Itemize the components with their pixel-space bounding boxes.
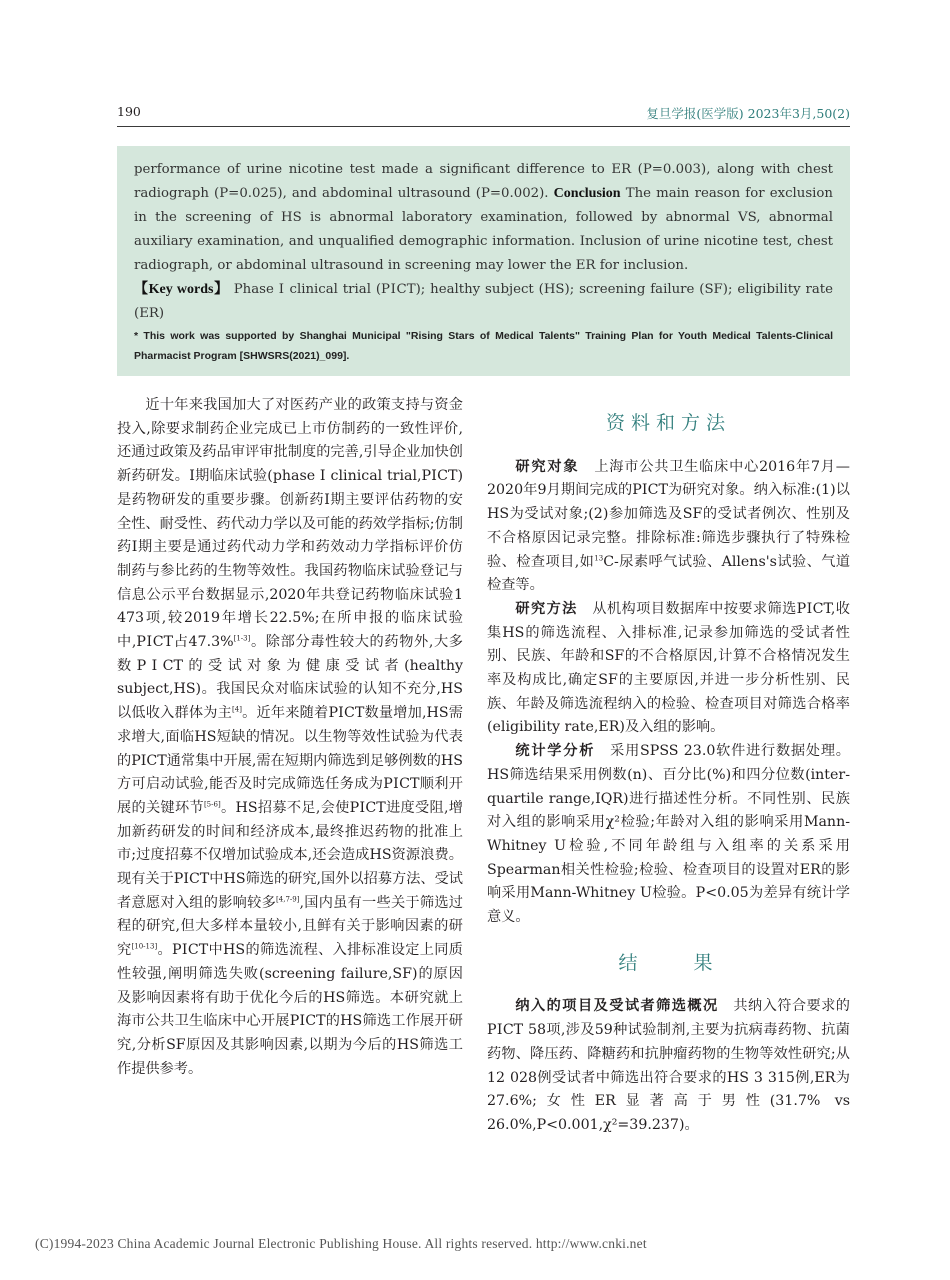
keywords-label: 【Key words】 [134, 282, 229, 297]
page-number: 190 [117, 104, 141, 119]
funding-note: * This work was supported by Shanghai Municipal "Rising Stars of Medical Talents" Training Plan for Youth Medical Talents-Clinical Pharmacist Program [SHWSRS(2021)_099]. [134, 330, 833, 362]
methods-approach: 研究方法 从机构项目数据库中按要求筛选PⅠCT,收集HS的筛选流程、入排标准,记录参加筛选的受试者性别、民族、年龄和SF的不合格原因,计算不合格情况发生率及构成比,确定SF的主要原因,并进一步分析性别、民族、年龄及筛选流程纳入的检验、检查项目对筛选合格率(eligibility rate,ER)及入组的影响。 [487, 600, 850, 736]
results-title: 结 果 [618, 951, 719, 974]
journal-info: 复旦学报(医学版) 2023年3月,50(2) [646, 106, 850, 121]
abstract-box [117, 146, 850, 376]
page-header [117, 104, 850, 127]
conclusion-label: Conclusion [553, 186, 621, 201]
abstract-results-text: performance of urine nicotine test made a significant difference to ER (P=0.003), along with chest radiograph (P=0.025), and abdominal ultrasound (P=0.002). Conclusion The main reason for exclusion in the screening of HS is abnormal laboratory examination, followed by abnormal VS, abnormal auxiliary examination, and unqualified demographic information. Inclusion of urine nicotine test, chest radiograph, or abdominal ultrasound in screening may lower the ER for inclusion. [134, 162, 833, 273]
introduction [117, 394, 463, 1081]
right-column [487, 412, 850, 1138]
intro-paragraph: 近十年来我国加大了对医药产业的政策支持与资金投入,除要求制药企业完成已上市仿制药的一致性评价,还通过政策及药品审评审批制度的完善,引导企业加快创新药研发。I期临床试验(phase Ⅰ clinical trial,PⅠCT)是药物研发的重要步骤。创新药Ⅰ期主要评估药物的安全性、耐受性、药代动力学以及可能的药效学指标;仿制药Ⅰ期主要是通过药代动力学和药效动力学指标评价仿制药与参比药的生物等效性。我国药物临床试验登记与信息公示平台数据显示,2020年共登记药物临床试验1 473项,较2019年增长22.5%;在所申报的临床试验中,PⅠCT占47.3%[1-3]。除部分毒性较大的药物外,大多数PⅠCT的受试对象为健康受试者(healthy subject,HS)。我国民众对临床试验的认知不充分,HS以低收入群体为主[4]。近年来随着PⅠCT数量增加,HS需求增大,面临HS短缺的情况。以生物等效性试验为代表的PⅠCT通常集中开展,需在短期内筛选到足够例数的HS方可启动试验,能否及时完成筛选任务成为PⅠCT顺利开展的关键环节[5-6]。HS招募不足,会使PⅠCT进度受阻,增加新药研发的时间和经济成本,最终推迟药物的批准上市;过度招募不仅增加试验成本,还会造成HS资源浪费。现有关于PⅠCT中HS筛选的研究,国外以招募方法、受试者意愿对入组的影响较多[4,7-9],国内虽有一些关于筛选过程的研究,但大多样本量较小,且鲜有关于影响因素的研究[10-13]。PⅠCT中HS的筛选流程、入排标准设定上同质性较强,阐明筛选失败(screening failure,SF)的原因及影响因素将有助于优化今后的HS筛选。本研究就上海市公共卫生临床中心开展PⅠCT的HS筛选工作展开研究,分析SF原因及其影响因素,以期为今后的HS筛选工作提供参考。 [117, 397, 463, 1077]
methods-title: 资料和方法 [605, 412, 731, 434]
keywords: 【Key words】 Phase Ⅰ clinical trial (PⅠCT); healthy subject (HS); screening failure (SF); eligibility rate (ER) [134, 282, 833, 321]
methods-subjects: 研究对象 上海市公共卫生临床中心2016年7月—2020年9月期间完成的PⅠCT为研究对象。纳入标准:(1)以HS为受试对象;(2)参加筛选及SF的受试者例次、性别及不合格原因记录完整。排除标准:筛选步骤执行了特殊检验、检查项目,如$^{13}$C-尿素呼气试验、Allens's试验、气道检查等。 [487, 458, 850, 594]
results-overview: 纳入的项目及受试者筛选概况 共纳入符合要求的PⅠCT 58项,涉及59种试验制剂,主要为抗病毒药物、抗菌药物、降压药、降糖药和抗肿瘤药物的生物等效性研究;从12 028例受试者中筛选出符合要求的HS 3 315例,ER为27.6%;女性ER显著高于男性(31.7% vs 26.0%,P<0.001,χ²=39.237)。 [487, 998, 850, 1133]
methods-statistics: 统计学分析 采用SPSS 23.0软件进行数据处理。HS筛选结果采用例数(n)、百分比(%)和四分位数(inter-quartile range,IQR)进行描述性分析。不同性别、民族对入组的影响采用χ²检验;年龄对入组的影响采用Mann-Whitney U检验,不同年龄组与入组率的关系采用Spearman相关性检验;检验、检查项目的设置对ER的影响采用Mann-Whitney U检验。P<0.05为差异有统计学意义。 [487, 743, 850, 926]
copyright-footer: (C)1994-2023 China Academic Journal Electronic Publishing House. All rights reserved. http://www.cnki.net [35, 1236, 647, 1251]
